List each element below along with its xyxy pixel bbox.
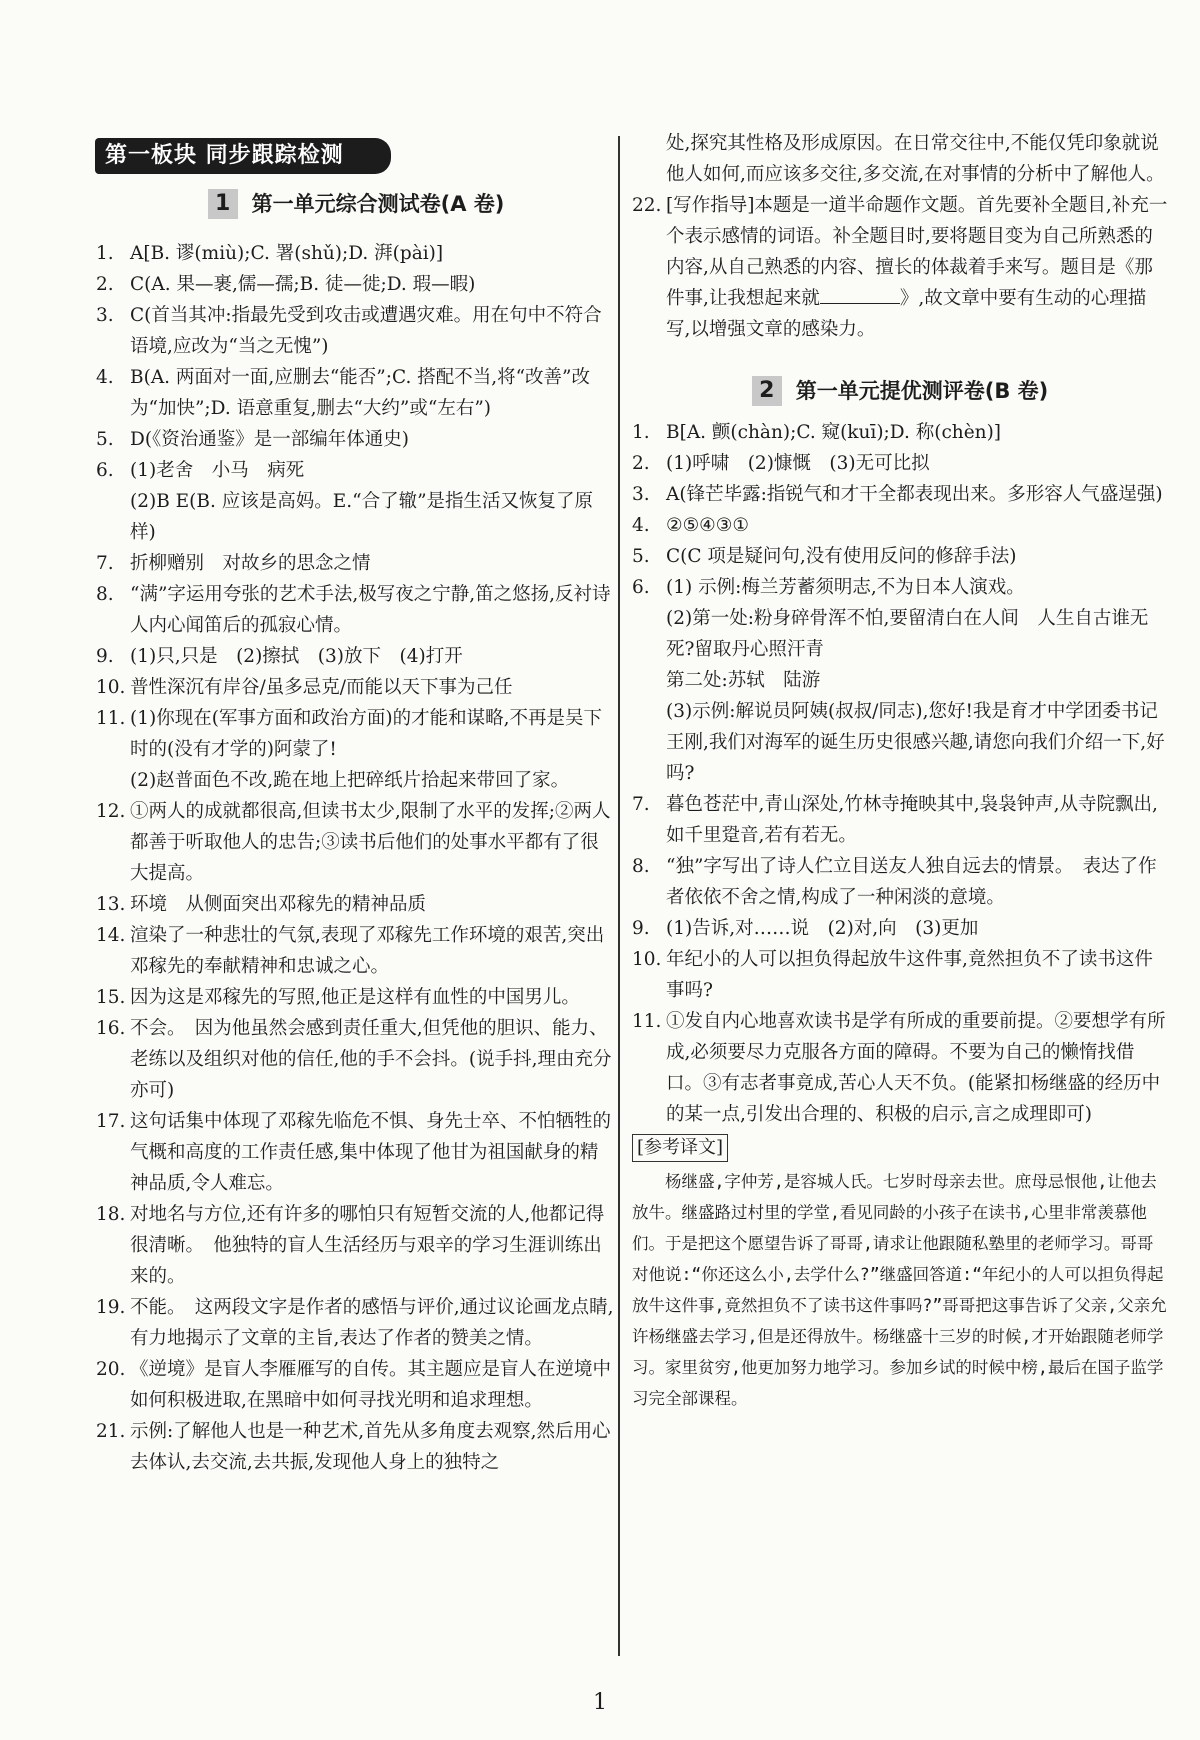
item-body: [666, 789, 1168, 851]
item-text: 不能。 这两段文字是作者的感悟与评价,通过议论画龙点睛,有力地揭示了文章的主旨,表达了作者的赞美之情。: [130, 1297, 614, 1349]
item-subline: (3)示例:解说员阿姨(叔叔/同志),您好!我是育才中学团委书记王刚,我们对海军的诞生历史很感兴趣,请您向我们介绍一下,好吗?: [666, 701, 1165, 784]
item-number: 9.: [632, 918, 650, 939]
item-text: 对地名与方位,还有许多的哪怕只有短暂交流的人,他都记得很清晰。 他独特的盲人生活经历与艰辛的学习生涯训练出来的。: [130, 1204, 605, 1287]
answer-item: [632, 572, 1168, 789]
item-text: C(C 项是疑问句,没有使用反问的修辞手法): [666, 546, 1017, 567]
item-body: [666, 541, 1168, 572]
item-body: [130, 1354, 616, 1416]
item-number: 3.: [96, 305, 114, 326]
answer-item: [632, 479, 1168, 510]
answer-item: [96, 889, 616, 920]
item-number: 7.: [96, 553, 114, 574]
item-body: [666, 510, 1168, 541]
item-body: [130, 1199, 616, 1292]
item-body: [130, 1416, 616, 1478]
left-column: [96, 132, 616, 1478]
right-column: [632, 128, 1168, 1414]
item-text: D(《资治通鉴》是一部编年体通史): [130, 429, 410, 450]
item-body: [130, 889, 616, 920]
section-a-heading: 第一单元综合测试卷(A 卷): [251, 191, 505, 216]
item-body: [666, 448, 1168, 479]
item-text: 渲染了一种悲壮的气氛,表现了邓稼先工作环境的艰苦,突出邓稼先的奉献精神和忠诚之心。: [130, 925, 605, 977]
item-body: [666, 851, 1168, 913]
item-text: (1)老舍 小马 病死: [130, 460, 305, 481]
answer-item: [96, 424, 616, 455]
item-number: 4.: [632, 515, 650, 536]
answer-item: [96, 362, 616, 424]
column-divider: [618, 136, 620, 1656]
item-body: [130, 641, 616, 672]
answer-item: [96, 920, 616, 982]
item-body: [666, 913, 1168, 944]
item22-part2: 》,故文章中要有生动的心理描写,以增强文章的感染力。: [666, 288, 1147, 340]
item-body: [666, 1006, 1168, 1130]
section-a-number: 1: [208, 189, 238, 219]
item-text: ①发自内心地喜欢读书是学有所成的重要前提。②要想学有所成,必须要尽力克服各方面的障碍。不要为自己的懒惰找借口。③有志者事竟成,苦心人天不负。(能紧扣杨继盛的经历中的某一点,引发出合理的、积极的启示,言之成理即可): [666, 1011, 1166, 1125]
section-b-title: [632, 371, 1168, 411]
section-b-number: 2: [752, 376, 782, 406]
answer-item: [632, 448, 1168, 479]
answer-item: [96, 548, 616, 579]
item-text: 这句话集中体现了邓稼先临危不惧、身先士卒、不怕牺牲的气概和高度的工作责任感,集中体现了他甘为祖国献身的精神品质,令人难忘。: [130, 1111, 612, 1194]
item-number: 1.: [96, 243, 114, 264]
answer-item: [96, 672, 616, 703]
answer-item: [632, 541, 1168, 572]
item-body: [130, 1013, 616, 1106]
item-number: 11.: [96, 708, 126, 729]
item-number: 6.: [632, 577, 650, 598]
item-number: 9.: [96, 646, 114, 667]
item-text: A(锋芒毕露:指锐气和才干全都表现出来。多形容人气盛逞强): [666, 484, 1163, 505]
item-number: 18.: [96, 1204, 126, 1225]
item-body: [130, 982, 616, 1013]
item-text: 暮色苍茫中,青山深处,竹林寺掩映其中,袅袅钟声,从寺院飘出,如千里跫音,若有若无。: [666, 794, 1158, 846]
item-body: [130, 362, 616, 424]
answer-item: [96, 300, 616, 362]
item-text: “独”字写出了诗人伫立目送友人独自远去的情景。 表达了作者依依不舍之情,构成了一种闲淡的意境。: [666, 856, 1157, 908]
answer-item: [96, 579, 616, 641]
item-text: (1)呼啸 (2)慷慨 (3)无可比拟: [666, 453, 930, 474]
item-number: 20.: [96, 1359, 126, 1380]
item-text: ②⑤④③①: [666, 515, 749, 536]
reference-translation: 杨继盛,字仲芳,是容城人氏。七岁时母亲去世。庶母忌恨他,让他去放牛。继盛路过村里的学堂,看见同龄的小孩子在读书,心里非常羡慕他们。于是把这个愿望告诉了哥哥,请求让他跟随私塾里的老师学习。哥哥对他说:“你还这么小,去学什么?”继盛回答道:“年纪小的人可以担负得起放牛这件事,竟然担负不了读书这件事吗?”哥哥把这事告诉了父亲,父亲允许杨继盛去学习,但是还得放牛。杨继盛十三岁的时候,才开始跟随老师学习。家里贫穷,他更加努力地学习。参加乡试的时候中榜,最后在国子监学习完全部课程。: [632, 1172, 1167, 1408]
item-subline: (2)B E(B. 应该是高妈。E.“合了辙”是指生活又恢复了原样): [130, 491, 594, 543]
answer-item: [96, 796, 616, 889]
item-text: “满”字运用夸张的艺术手法,极写夜之宁静,笛之悠扬,反衬诗人内心闻笛后的孤寂心情。: [130, 584, 611, 636]
item-number: 12.: [96, 801, 126, 822]
item-text: [666, 190, 1168, 345]
item-subline: 第二处:苏轼 陆游: [666, 670, 821, 691]
right-answer-list: [632, 417, 1168, 1130]
item-body: [666, 479, 1168, 510]
continued-text: 处,探究其性格及形成原因。在日常交往中,不能仅凭印象就说他人如何,而应该多交往,多交流,在对事情的分析中了解他人。: [666, 133, 1165, 185]
item-body: [666, 944, 1168, 1006]
item-text: ①两人的成就都很高,但读书太少,限制了水平的发挥;②两人都善于听取他人的忠告;③读书后他们的处事水平都有了很大提高。: [130, 801, 611, 884]
item-text: (1)告诉,对……说 (2)对,向 (3)更加: [666, 918, 979, 939]
item-number: 17.: [96, 1111, 126, 1132]
answer-item: [632, 913, 1168, 944]
answer-item: [632, 789, 1168, 851]
item-number: 19.: [96, 1297, 126, 1318]
item-subline: (2)赵普面色不改,跪在地上把碎纸片拾起来带回了家。: [130, 770, 570, 791]
item-number: 15.: [96, 987, 126, 1008]
item-text: 《逆境》是盲人李雁雁写的自传。其主题应是盲人在逆境中如何积极进取,在黑暗中如何寻找光明和追求理想。: [130, 1359, 612, 1411]
item-text: (1)只,只是 (2)擦拭 (3)放下 (4)打开: [130, 646, 463, 667]
item-body: [130, 424, 616, 455]
item-body: [130, 796, 616, 889]
answer-item: [96, 703, 616, 796]
item-number: 5.: [96, 429, 114, 450]
item-number: 6.: [96, 460, 114, 481]
item-body: [130, 579, 616, 641]
answer-item: [632, 417, 1168, 448]
section-b-heading: 第一单元提优测评卷(B 卷): [795, 378, 1049, 403]
reference-translation-label: [参考译文]: [632, 1134, 728, 1162]
answer-item: [632, 851, 1168, 913]
page-number: 1: [593, 1690, 607, 1715]
item-number: 7.: [632, 794, 650, 815]
item-body: [666, 572, 1168, 789]
item-number: 13.: [96, 894, 126, 915]
item-number: 11.: [632, 1011, 662, 1032]
item-text: (1)你现在(军事方面和政治方面)的才能和谋略,不再是吴下时的(没有才学的)阿蒙了!: [130, 708, 603, 760]
item-number: 4.: [96, 367, 114, 388]
item-number: 2.: [96, 274, 114, 295]
answer-item: [96, 641, 616, 672]
item-text: 年纪小的人可以担负得起放牛这件事,竟然担负不了读书这件事吗?: [666, 949, 1153, 1001]
item-body: [130, 703, 616, 796]
block-banner: 第一板块 同步跟踪检测: [95, 138, 391, 174]
answer-item: [96, 269, 616, 300]
item-text: C(A. 果—裹,儒—孺;B. 徒—徙;D. 瑕—暇): [130, 274, 476, 295]
item-text: B(A. 两面对一面,应删去“能否”;C. 搭配不当,将“改善”改为“加快”;D. 语意重复,删去“大约”或“左右”): [130, 367, 591, 419]
answer-item: [96, 1199, 616, 1292]
left-answer-list: [96, 238, 616, 1478]
item-body: [130, 455, 616, 548]
item-number: 5.: [632, 546, 650, 567]
item-body: [130, 548, 616, 579]
item-number: 14.: [96, 925, 126, 946]
item-text: 环境 从侧面突出邓稼先的精神品质: [130, 894, 427, 915]
answer-item: [96, 1292, 616, 1354]
item-number: 10.: [632, 949, 662, 970]
answer-item: [96, 982, 616, 1013]
answer-item: [632, 944, 1168, 1006]
answer-item: [632, 510, 1168, 541]
answer-blank: [820, 286, 900, 304]
answer-item: [96, 238, 616, 269]
item-text: (1) 示例:梅兰芳蓄须明志,不为日本人演戏。: [666, 577, 1025, 598]
item-body: [130, 1106, 616, 1199]
answer-item: [96, 455, 616, 548]
item-text: B[A. 颤(chàn);C. 窥(kuī);D. 称(chèn)]: [666, 422, 1002, 443]
answer-item-22: [632, 190, 1168, 345]
item-number: 16.: [96, 1018, 126, 1039]
item22-part1: [写作指导]本题是一道半命题作文题。首先要补全题目,补充一个表示感情的词语。补全题目时,要将题目变为自己所熟悉的内容,从自己熟悉的内容、擅长的体裁着手来写。题目是《那件事,让我想起来就: [666, 195, 1168, 309]
answer-item: [96, 1416, 616, 1478]
item-text: 普性深沉有岸谷/虽多忌克/而能以天下事为己任: [130, 677, 513, 698]
item-body: [130, 920, 616, 982]
item-body: [130, 269, 616, 300]
item-body: [666, 417, 1168, 448]
item-text: 因为这是邓稼先的写照,他正是这样有血性的中国男儿。: [130, 987, 580, 1008]
item-number: 8.: [632, 856, 650, 877]
item-number: 2.: [632, 453, 650, 474]
item-text: A[B. 谬(miù);C. 署(shǔ);D. 湃(pài)]: [130, 243, 444, 264]
answer-item: [96, 1106, 616, 1199]
item-body: [130, 672, 616, 703]
item-number: 10.: [96, 677, 126, 698]
item-number: 1.: [632, 422, 650, 443]
answer-item: [96, 1013, 616, 1106]
item-number: 8.: [96, 584, 114, 605]
item-text: 不会。 因为他虽然会感到责任重大,但凭他的胆识、能力、老练以及组织对他的信任,他的手不会抖。(说手抖,理由充分亦可): [130, 1018, 612, 1101]
answer-item: [96, 1354, 616, 1416]
item-number: 21.: [96, 1421, 126, 1442]
item-body: [130, 1292, 616, 1354]
item-body: [130, 300, 616, 362]
item-number: 22.: [632, 195, 662, 216]
item-text: C(首当其冲:指最先受到攻击或遭遇灾难。用在句中不符合语境,应改为“当之无愧”): [130, 305, 602, 357]
item-text: 示例:了解他人也是一种艺术,首先从多角度去观察,然后用心去体认,去交流,去共振,发现他人身上的独特之: [130, 1421, 611, 1473]
item-number: 3.: [632, 484, 650, 505]
answer-item: [632, 1006, 1168, 1130]
item-body: [130, 238, 616, 269]
item-text: 折柳赠别 对故乡的思念之情: [130, 553, 371, 574]
item-subline: (2)第一处:粉身碎骨浑不怕,要留清白在人间 人生自古谁无死?留取丹心照汗青: [666, 608, 1149, 660]
section-a-title: [96, 184, 616, 224]
